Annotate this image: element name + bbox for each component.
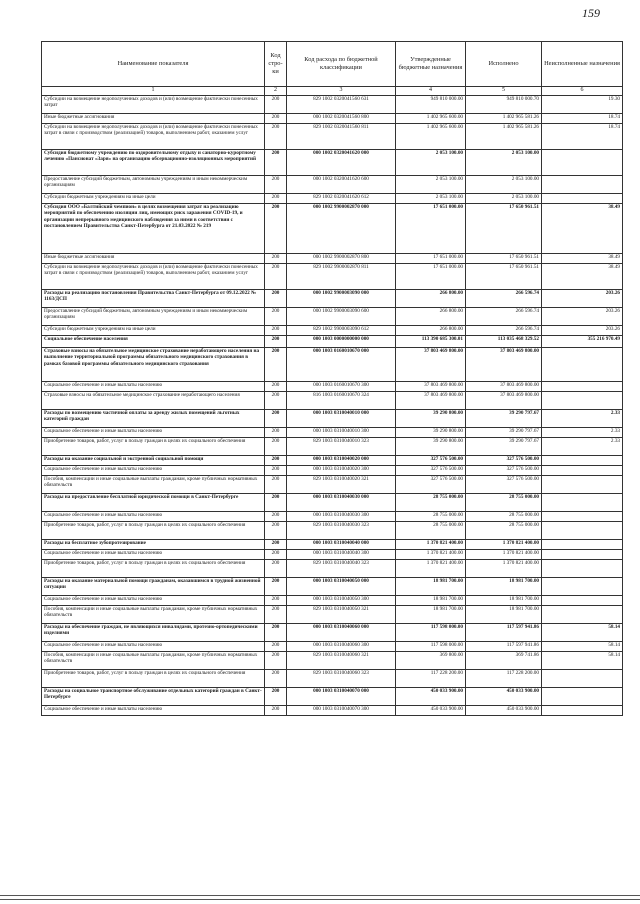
row-remaining-cell: 2.33	[542, 438, 623, 456]
budget-execution-table	[41, 41, 623, 716]
table-row	[42, 670, 623, 688]
row-line-code-cell: 200	[265, 642, 287, 652]
row-line-code-cell: 200	[265, 578, 287, 596]
header-row	[42, 42, 623, 87]
row-executed-cell: 113 035 468 329.52	[466, 336, 542, 348]
row-name-cell: Пособия, компенсации и иные социальные выплаты гражданам, кроме публичных нормативных обязательств	[42, 652, 265, 670]
row-name-cell: Приобретение товаров, работ, услуг в пользу граждан в целях их социального обеспечения	[42, 438, 265, 456]
row-approved-cell: 17 651 000.00	[396, 264, 466, 290]
row-line-code-cell: 200	[265, 290, 287, 308]
row-expense-code-cell: 000 1003 0310040050 300	[287, 596, 396, 606]
bottom-scan-line	[0, 895, 640, 896]
row-remaining-cell	[542, 688, 623, 706]
row-approved-cell: 37 803 469 800.00	[396, 392, 466, 410]
row-line-code-cell: 200	[265, 476, 287, 494]
row-name-cell: Страховые взносы на обязательное медицинское страхование неработающего населения на выполнение территориальной программы обязательного медицинского страхования в рамках базовой программы обязательного медицинского страхования	[42, 348, 265, 382]
row-name-cell: Иные бюджетные ассигнования	[42, 114, 265, 124]
row-executed-cell: 327 576 500.00	[466, 476, 542, 494]
row-remaining-cell	[542, 456, 623, 466]
row-approved-cell: 18 981 700.00	[396, 596, 466, 606]
row-executed-cell: 117 597 941.86	[466, 624, 542, 642]
column-number-row	[42, 87, 623, 96]
column-number: 6	[542, 87, 623, 96]
row-remaining-cell: 38.49	[542, 254, 623, 264]
row-name-cell: Расходы на предоставление бесплатной юридической помощи в Санкт-Петербурге	[42, 494, 265, 512]
row-line-code-cell: 200	[265, 204, 287, 254]
header-approved: Утвержденные бюджетные назначения	[396, 42, 466, 87]
row-name-cell: Страховые взносы на обязательное медицинское страхование неработающего населения	[42, 392, 265, 410]
row-approved-cell: 39 290 800.00	[396, 428, 466, 438]
row-expense-code-cell: 829 1003 0310040060 321	[287, 652, 396, 670]
row-remaining-cell: 58.14	[542, 642, 623, 652]
row-line-code-cell: 200	[265, 550, 287, 560]
row-approved-cell: 327 576 500.00	[396, 476, 466, 494]
row-remaining-cell: 203.26	[542, 326, 623, 336]
row-approved-cell: 327 576 500.00	[396, 466, 466, 476]
row-approved-cell: 28 755 000.00	[396, 494, 466, 512]
row-name-cell: Расходы на оказание социальной и экстренной социальной помощи	[42, 456, 265, 466]
row-approved-cell: 1 370 821 400.00	[396, 560, 466, 578]
row-remaining-cell	[542, 476, 623, 494]
table-row	[42, 560, 623, 578]
row-name-cell: Субсидия бюджетному учреждению по оздоровительному отдыху и санаторно-курортному лечению «Пансионат «Заря» на организацию обсервационно-изоляционных мероприятий	[42, 150, 265, 176]
table-row	[42, 438, 623, 456]
row-remaining-cell	[542, 466, 623, 476]
row-remaining-cell: 58.14	[542, 652, 623, 670]
row-remaining-cell	[542, 382, 623, 392]
row-executed-cell: 37 803 469 800.00	[466, 348, 542, 382]
row-name-cell: Социальное обеспечение и иные выплаты населению	[42, 642, 265, 652]
row-line-code-cell: 200	[265, 438, 287, 456]
header-remaining: Неисполненные назначения	[542, 42, 623, 87]
row-line-code-cell: 200	[265, 652, 287, 670]
row-name-cell: Приобретение товаров, работ, услуг в пользу граждан в целях их социального обеспечения	[42, 670, 265, 688]
row-approved-cell: 266 800.00	[396, 326, 466, 336]
row-expense-code-cell: 000 1003 0310040070 000	[287, 688, 396, 706]
row-expense-code-cell: 000 1003 0310040020 300	[287, 466, 396, 476]
row-name-cell: Расходы на реализацию постановления Правительства Санкт-Петербурга от 09.12.2022 № 1163/ДСП	[42, 290, 265, 308]
row-expense-code-cell: 000 1003 0160010670 300	[287, 382, 396, 392]
row-approved-cell: 117 228 200.00	[396, 670, 466, 688]
table-row	[42, 540, 623, 550]
row-expense-code-cell: 816 1003 0160010670 324	[287, 392, 396, 410]
row-name-cell: Предоставление субсидий бюджетным, автономным учреждениям и иным некоммерческим организациям	[42, 308, 265, 326]
row-expense-code-cell: 000 1003 0000000000 000	[287, 336, 396, 348]
row-line-code-cell: 200	[265, 392, 287, 410]
row-line-code-cell: 200	[265, 494, 287, 512]
row-name-cell: Социальное обеспечение и иные выплаты населению	[42, 466, 265, 476]
row-expense-code-cell: 829 1002 0320041560 631	[287, 96, 396, 114]
table-row	[42, 522, 623, 540]
row-approved-cell: 450 033 900.00	[396, 688, 466, 706]
row-remaining-cell	[542, 176, 623, 194]
row-line-code-cell: 200	[265, 606, 287, 624]
row-name-cell: Расходы на обеспечение граждан, не являющихся инвалидами, протезно-ортопедическими изделиями	[42, 624, 265, 642]
row-remaining-cell	[542, 494, 623, 512]
table-row	[42, 456, 623, 466]
table-row	[42, 606, 623, 624]
row-expense-code-cell: 000 1003 0310040040 000	[287, 540, 396, 550]
row-line-code-cell: 200	[265, 466, 287, 476]
row-line-code-cell: 200	[265, 326, 287, 336]
row-line-code-cell: 200	[265, 114, 287, 124]
row-executed-cell: 117 228 200.00	[466, 670, 542, 688]
row-approved-cell: 1 402 965 600.00	[396, 124, 466, 150]
row-line-code-cell: 200	[265, 194, 287, 204]
row-name-cell: Иные бюджетные ассигнования	[42, 254, 265, 264]
row-name-cell: Расходы на социальное транспортное обслуживание отдельных категорий граждан в Санкт-Петербурге	[42, 688, 265, 706]
table-row	[42, 290, 623, 308]
row-line-code-cell: 200	[265, 540, 287, 550]
table-row	[42, 688, 623, 706]
row-name-cell: Субсидии бюджетным учреждениям на иные цели	[42, 194, 265, 204]
row-name-cell: Социальное обеспечение и иные выплаты населению	[42, 428, 265, 438]
table-row	[42, 382, 623, 392]
table-row	[42, 264, 623, 290]
row-remaining-cell: 38.49	[542, 204, 623, 254]
row-line-code-cell: 200	[265, 348, 287, 382]
row-remaining-cell: 18.74	[542, 124, 623, 150]
row-remaining-cell: 58.14	[542, 624, 623, 642]
row-name-cell: Социальное обеспечение и иные выплаты населению	[42, 550, 265, 560]
row-expense-code-cell: 000 1003 0310040070 300	[287, 706, 396, 716]
row-executed-cell: 17 650 961.51	[466, 264, 542, 290]
row-line-code-cell: 200	[265, 382, 287, 392]
row-remaining-cell: 203.26	[542, 308, 623, 326]
row-name-cell: Расходы по возмещению частичной оплаты за аренду жилых помещений льготных категорий граждан	[42, 410, 265, 428]
row-approved-cell: 39 290 800.00	[396, 410, 466, 428]
row-executed-cell: 37 803 469 800.00	[466, 382, 542, 392]
row-line-code-cell: 200	[265, 264, 287, 290]
row-name-cell: Субсидия ООО «Балтийский чемпион» в целях возмещения затрат на реализацию мероприятий по обеспечению изоляции лиц, имеющих риск заражения COVID-19, и организации непрерывного медицинского наблюдения за ними в соответствии с постановлением Правительства Санкт-Петербурга от 21.03.2022 № 219	[42, 204, 265, 254]
row-executed-cell: 1 370 821 400.00	[466, 560, 542, 578]
row-remaining-cell: 203.26	[542, 290, 623, 308]
row-line-code-cell: 200	[265, 96, 287, 114]
row-executed-cell: 1 370 821 400.00	[466, 540, 542, 550]
table-row	[42, 466, 623, 476]
row-approved-cell: 327 576 500.00	[396, 456, 466, 466]
row-approved-cell: 37 803 469 800.00	[396, 382, 466, 392]
row-expense-code-cell: 000 1003 0310040060 000	[287, 624, 396, 642]
row-approved-cell: 39 290 800.00	[396, 438, 466, 456]
row-expense-code-cell: 829 1003 0310040010 323	[287, 438, 396, 456]
row-approved-cell: 117 598 000.00	[396, 624, 466, 642]
table-row	[42, 410, 623, 428]
row-line-code-cell: 200	[265, 150, 287, 176]
row-line-code-cell: 200	[265, 706, 287, 716]
row-executed-cell: 39 290 797.67	[466, 410, 542, 428]
row-approved-cell: 949 810 000.00	[396, 96, 466, 114]
row-executed-cell: 28 755 000.00	[466, 512, 542, 522]
table-row	[42, 652, 623, 670]
row-line-code-cell: 200	[265, 560, 287, 578]
row-name-cell: Расходы на оказание материальной помощи гражданам, оказавшимся в трудной жизненной ситуации	[42, 578, 265, 596]
row-name-cell: Субсидии на возмещение недополученных доходов и (или) возмещение фактически понесенных затрат	[42, 96, 265, 114]
row-executed-cell: 1 402 965 581.26	[466, 114, 542, 124]
row-line-code-cell: 200	[265, 176, 287, 194]
table-row	[42, 706, 623, 716]
row-expense-code-cell: 829 1002 0320041620 612	[287, 194, 396, 204]
row-name-cell: Социальное обеспечение населения	[42, 336, 265, 348]
row-name-cell: Субсидии на возмещение недополученных доходов и (или) возмещение фактически понесенных затрат в связи с производством (реализацией) товаров, выполнением работ, оказанием услуг	[42, 264, 265, 290]
row-approved-cell: 1 402 965 600.00	[396, 114, 466, 124]
table-row	[42, 512, 623, 522]
row-name-cell: Субсидии на возмещение недополученных доходов и (или) возмещение фактически понесенных затрат в связи с производством (реализацией) товаров, выполнением работ, оказанием услуг	[42, 124, 265, 150]
row-executed-cell: 2 053 100.00	[466, 150, 542, 176]
row-executed-cell: 39 290 797.67	[466, 428, 542, 438]
table-row	[42, 204, 623, 254]
table-row	[42, 254, 623, 264]
row-approved-cell: 18 981 700.00	[396, 606, 466, 624]
row-approved-cell: 17 651 000.00	[396, 254, 466, 264]
table-row	[42, 194, 623, 204]
column-number: 3	[287, 87, 396, 96]
table-row	[42, 624, 623, 642]
row-remaining-cell: 18.74	[542, 114, 623, 124]
row-executed-cell: 17 650 961.51	[466, 254, 542, 264]
row-executed-cell: 266 596.74	[466, 290, 542, 308]
row-executed-cell: 450 033 900.00	[466, 706, 542, 716]
row-name-cell: Приобретение товаров, работ, услуг в пользу граждан в целях их социального обеспечения	[42, 522, 265, 540]
row-remaining-cell: 19.30	[542, 96, 623, 114]
row-line-code-cell: 200	[265, 456, 287, 466]
row-approved-cell: 113 390 685 300.01	[396, 336, 466, 348]
row-line-code-cell: 200	[265, 688, 287, 706]
table-row	[42, 348, 623, 382]
table-body	[42, 42, 623, 716]
row-remaining-cell: 2.33	[542, 428, 623, 438]
row-remaining-cell	[542, 150, 623, 176]
header-indicator-name: Наименование показателя	[42, 42, 265, 87]
row-expense-code-cell: 829 1002 9900003090 612	[287, 326, 396, 336]
row-name-cell: Социальное обеспечение и иные выплаты населению	[42, 596, 265, 606]
row-approved-cell: 117 598 000.00	[396, 642, 466, 652]
row-expense-code-cell: 000 1002 0320041560 800	[287, 114, 396, 124]
table-row	[42, 176, 623, 194]
row-expense-code-cell: 000 1003 0310040020 000	[287, 456, 396, 466]
row-executed-cell: 266 596.74	[466, 308, 542, 326]
row-expense-code-cell: 829 1003 0310040020 321	[287, 476, 396, 494]
row-name-cell: Пособия, компенсации и иные социальные выплаты гражданам, кроме публичных нормативных обязательств	[42, 476, 265, 494]
table-row	[42, 308, 623, 326]
row-name-cell: Субсидии бюджетным учреждениям на иные цели	[42, 326, 265, 336]
row-executed-cell: 39 290 797.67	[466, 438, 542, 456]
row-line-code-cell: 200	[265, 670, 287, 688]
row-executed-cell: 450 033 900.00	[466, 688, 542, 706]
row-remaining-cell: 355 216 970.49	[542, 336, 623, 348]
row-name-cell: Пособия, компенсации и иные социальные выплаты гражданам, кроме публичных нормативных обязательств	[42, 606, 265, 624]
row-remaining-cell: 2.33	[542, 410, 623, 428]
row-remaining-cell	[542, 392, 623, 410]
row-name-cell: Социальное обеспечение и иные выплаты населению	[42, 512, 265, 522]
row-approved-cell: 2 053 100.00	[396, 150, 466, 176]
row-approved-cell: 450 033 900.00	[396, 706, 466, 716]
row-remaining-cell: 38.49	[542, 264, 623, 290]
table-row	[42, 550, 623, 560]
row-approved-cell: 1 370 821 400.00	[396, 540, 466, 550]
row-expense-code-cell: 000 1003 0310040010 300	[287, 428, 396, 438]
bottom-scan-line	[0, 899, 640, 900]
row-name-cell: Расходы на бесплатное зубопротезирование	[42, 540, 265, 550]
row-line-code-cell: 200	[265, 410, 287, 428]
row-approved-cell: 2 053 100.00	[396, 176, 466, 194]
row-expense-code-cell: 000 1003 0310040030 300	[287, 512, 396, 522]
row-remaining-cell	[542, 512, 623, 522]
header-expense-code: Код расхода по бюджетной классификации	[287, 42, 396, 87]
row-expense-code-cell: 000 1003 0310040010 000	[287, 410, 396, 428]
table-row	[42, 642, 623, 652]
row-approved-cell: 369 800.00	[396, 652, 466, 670]
column-number: 1	[42, 87, 265, 96]
row-expense-code-cell: 000 1003 0310040040 300	[287, 550, 396, 560]
row-expense-code-cell: 000 1002 9900003090 600	[287, 308, 396, 326]
row-remaining-cell	[542, 522, 623, 540]
row-expense-code-cell: 829 1003 0310040050 321	[287, 606, 396, 624]
row-expense-code-cell: 000 1002 9900002870 000	[287, 204, 396, 254]
row-name-cell: Социальное обеспечение и иные выплаты населению	[42, 706, 265, 716]
row-remaining-cell	[542, 348, 623, 382]
row-expense-code-cell: 000 1003 0160010670 000	[287, 348, 396, 382]
row-approved-cell: 17 651 000.00	[396, 204, 466, 254]
row-line-code-cell: 200	[265, 522, 287, 540]
row-line-code-cell: 200	[265, 124, 287, 150]
table-row	[42, 596, 623, 606]
row-approved-cell: 18 981 700.00	[396, 578, 466, 596]
page-number: 159	[582, 6, 600, 20]
table-row	[42, 114, 623, 124]
row-expense-code-cell: 000 1003 0310040030 000	[287, 494, 396, 512]
table-row	[42, 96, 623, 114]
row-line-code-cell: 200	[265, 428, 287, 438]
row-expense-code-cell: 000 1003 0310040050 000	[287, 578, 396, 596]
column-number: 2	[265, 87, 287, 96]
row-executed-cell: 1 370 821 400.00	[466, 550, 542, 560]
table-row	[42, 336, 623, 348]
row-approved-cell: 1 370 821 400.00	[396, 550, 466, 560]
row-executed-cell: 327 576 500.00	[466, 456, 542, 466]
row-expense-code-cell: 829 1002 9900002870 811	[287, 264, 396, 290]
row-executed-cell: 117 597 941.86	[466, 642, 542, 652]
row-line-code-cell: 200	[265, 596, 287, 606]
column-number: 4	[396, 87, 466, 96]
row-remaining-cell	[542, 670, 623, 688]
row-remaining-cell	[542, 596, 623, 606]
row-expense-code-cell: 829 1003 0310040060 323	[287, 670, 396, 688]
row-executed-cell: 1 402 965 581.26	[466, 124, 542, 150]
row-remaining-cell	[542, 540, 623, 550]
row-remaining-cell	[542, 560, 623, 578]
table-row	[42, 150, 623, 176]
row-approved-cell: 2 053 100.00	[396, 194, 466, 204]
row-line-code-cell: 200	[265, 624, 287, 642]
row-remaining-cell	[542, 706, 623, 716]
row-executed-cell: 2 053 100.00	[466, 194, 542, 204]
table-row	[42, 428, 623, 438]
row-expense-code-cell: 000 1002 9900003090 000	[287, 290, 396, 308]
row-executed-cell: 949 810 000.70	[466, 96, 542, 114]
table-row	[42, 392, 623, 410]
row-approved-cell: 28 755 000.00	[396, 522, 466, 540]
row-executed-cell: 37 803 469 800.00	[466, 392, 542, 410]
row-remaining-cell	[542, 194, 623, 204]
row-executed-cell: 18 981 700.00	[466, 578, 542, 596]
row-executed-cell: 2 053 100.00	[466, 176, 542, 194]
row-expense-code-cell: 829 1003 0310040040 323	[287, 560, 396, 578]
row-line-code-cell: 200	[265, 336, 287, 348]
row-approved-cell: 266 800.00	[396, 290, 466, 308]
row-executed-cell: 369 741.86	[466, 652, 542, 670]
table-row	[42, 494, 623, 512]
row-line-code-cell: 200	[265, 254, 287, 264]
row-executed-cell: 266 596.74	[466, 326, 542, 336]
row-expense-code-cell: 000 1002 9900002870 800	[287, 254, 396, 264]
row-expense-code-cell: 000 1002 0320041620 000	[287, 150, 396, 176]
table-row	[42, 476, 623, 494]
column-number: 5	[466, 87, 542, 96]
row-approved-cell: 266 800.00	[396, 308, 466, 326]
row-executed-cell: 18 981 700.00	[466, 606, 542, 624]
row-executed-cell: 28 755 000.00	[466, 522, 542, 540]
row-approved-cell: 37 803 469 800.00	[396, 348, 466, 382]
header-executed: Исполнено	[466, 42, 542, 87]
table-row	[42, 578, 623, 596]
row-expense-code-cell: 829 1003 0310040030 323	[287, 522, 396, 540]
row-remaining-cell	[542, 550, 623, 560]
row-executed-cell: 17 650 961.51	[466, 204, 542, 254]
row-executed-cell: 327 576 500.00	[466, 466, 542, 476]
row-expense-code-cell: 000 1003 0310040060 300	[287, 642, 396, 652]
row-name-cell: Предоставление субсидий бюджетным, автономным учреждениям и иным некоммерческим организациям	[42, 176, 265, 194]
header-line-code: Код стро-ки	[265, 42, 287, 87]
row-name-cell: Приобретение товаров, работ, услуг в пользу граждан в целях их социального обеспечения	[42, 560, 265, 578]
row-approved-cell: 28 755 000.00	[396, 512, 466, 522]
row-name-cell: Социальное обеспечение и иные выплаты населению	[42, 382, 265, 392]
row-remaining-cell	[542, 606, 623, 624]
row-remaining-cell	[542, 578, 623, 596]
row-expense-code-cell: 829 1002 0320041560 811	[287, 124, 396, 150]
row-executed-cell: 18 981 700.00	[466, 596, 542, 606]
table-row	[42, 326, 623, 336]
table-row	[42, 124, 623, 150]
row-line-code-cell: 200	[265, 308, 287, 326]
row-line-code-cell: 200	[265, 512, 287, 522]
row-executed-cell: 28 755 000.00	[466, 494, 542, 512]
row-expense-code-cell: 000 1002 0320041620 600	[287, 176, 396, 194]
